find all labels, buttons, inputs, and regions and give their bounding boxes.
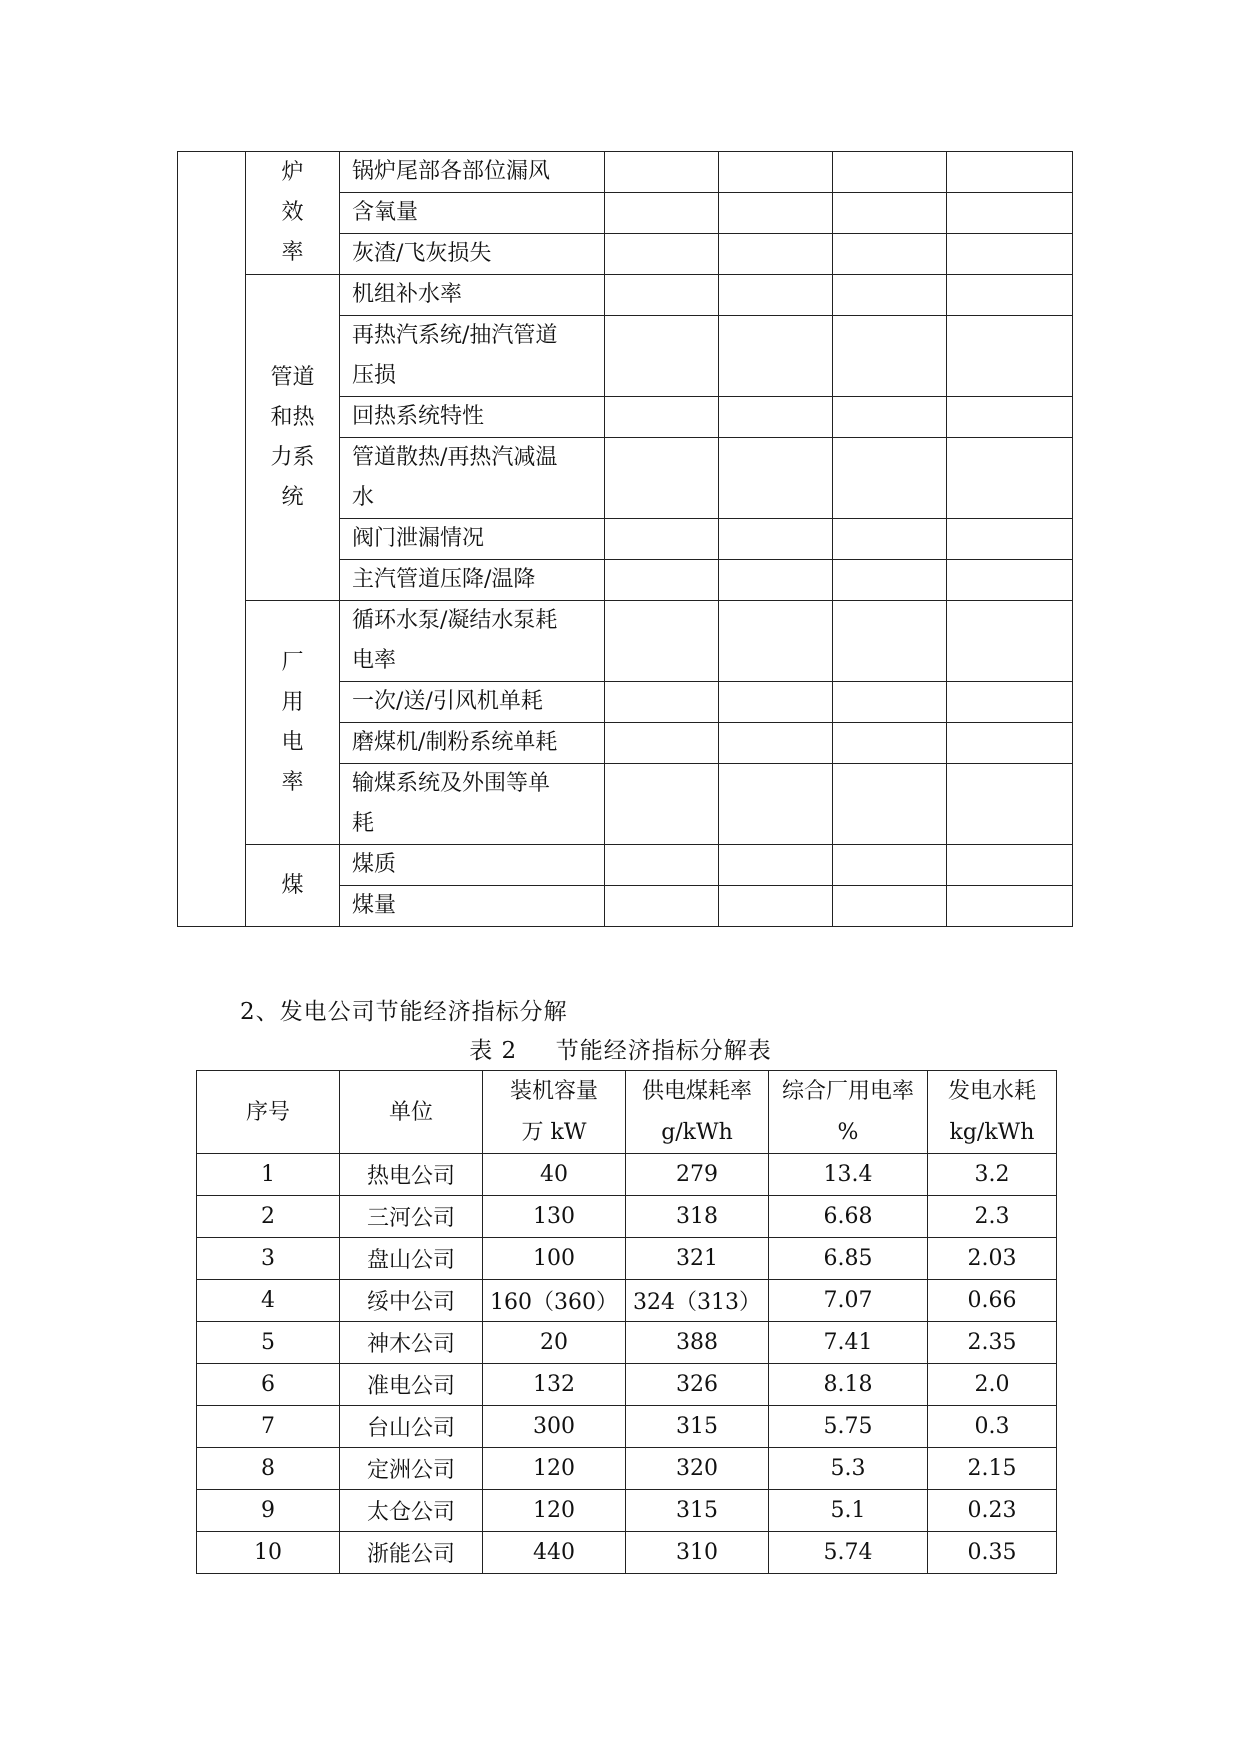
empty-cell <box>947 886 1073 927</box>
empty-cell <box>719 764 833 845</box>
column-header-title: 单位 <box>388 1099 433 1125</box>
empty-cell <box>833 845 947 886</box>
indicator-item-text: 煤质 <box>352 852 397 877</box>
empty-cell <box>719 845 833 886</box>
empty-cell <box>833 682 947 723</box>
table-cell: 浙能公司 <box>340 1532 483 1574</box>
category-label-line: 煤 <box>281 872 304 898</box>
column-header <box>197 1071 340 1154</box>
table-cell: 绥中公司 <box>340 1280 483 1322</box>
empty-cell <box>719 397 833 438</box>
indicator-item-text: 循环水泵/凝结水泵耗 <box>352 608 558 633</box>
indicator-item-text: 输煤系统及外围等单 <box>352 771 551 796</box>
column-header <box>928 1071 1057 1154</box>
table-cell: 7.41 <box>769 1322 928 1364</box>
empty-cell <box>947 193 1073 234</box>
table-row <box>197 1280 1057 1322</box>
table-cell: 388 <box>626 1322 769 1364</box>
table-cell: 2.0 <box>928 1364 1057 1406</box>
empty-cell <box>605 438 719 519</box>
table-cell: 315 <box>626 1406 769 1448</box>
category-label-line: 力系 <box>270 444 315 470</box>
table-caption-number: 表 2 <box>469 1038 518 1064</box>
empty-cell <box>947 397 1073 438</box>
table-cell: 2.03 <box>928 1238 1057 1280</box>
indicator-item-text: 耗 <box>352 811 375 836</box>
empty-cell <box>719 682 833 723</box>
empty-cell <box>833 519 947 560</box>
empty-cell <box>947 560 1073 601</box>
indicator-item-text: 回热系统特性 <box>352 404 485 429</box>
table-cell: 13.4 <box>769 1154 928 1196</box>
table-cell: 台山公司 <box>340 1406 483 1448</box>
table-row <box>197 1154 1057 1196</box>
empty-cell <box>833 397 947 438</box>
table-row <box>178 152 1073 193</box>
column-header-unit: % <box>837 1120 859 1145</box>
indicator-item-text: 灰渣/飞灰损失 <box>352 241 492 266</box>
energy-index-table <box>196 1070 1057 1574</box>
empty-cell <box>719 519 833 560</box>
empty-cell <box>605 275 719 316</box>
indicator-item-cell <box>340 519 605 560</box>
category-label-line: 率 <box>281 240 304 265</box>
indicator-item-cell <box>340 152 605 193</box>
empty-cell <box>719 316 833 397</box>
table-row <box>197 1322 1057 1364</box>
table-cell: 定洲公司 <box>340 1448 483 1490</box>
column-header <box>626 1071 769 1154</box>
empty-cell <box>947 601 1073 682</box>
empty-cell <box>947 519 1073 560</box>
indicator-item-cell <box>340 316 605 397</box>
empty-cell <box>947 275 1073 316</box>
empty-cell <box>719 560 833 601</box>
table-cell: 9 <box>197 1490 340 1532</box>
indicator-item-cell <box>340 845 605 886</box>
category-label-line: 用 <box>281 689 304 715</box>
indicator-item-text: 再热汽系统/抽汽管道 <box>352 323 558 348</box>
column-header-title: 综合厂用电率 <box>781 1079 914 1104</box>
empty-cell <box>833 275 947 316</box>
empty-cell <box>605 234 719 275</box>
empty-cell <box>719 723 833 764</box>
empty-cell <box>605 845 719 886</box>
empty-cell <box>605 519 719 560</box>
empty-cell <box>833 886 947 927</box>
table-cell: 132 <box>483 1364 626 1406</box>
table-row <box>197 1490 1057 1532</box>
indicator-item-text: 机组补水率 <box>352 282 463 307</box>
table-cell: 4 <box>197 1280 340 1322</box>
empty-cell <box>605 560 719 601</box>
table-cell: 热电公司 <box>340 1154 483 1196</box>
table-cell: 0.23 <box>928 1490 1057 1532</box>
table-cell: 盘山公司 <box>340 1238 483 1280</box>
table-cell: 315 <box>626 1490 769 1532</box>
category-label-line: 炉 <box>281 160 304 185</box>
table-cell: 160（360） <box>483 1280 626 1322</box>
category-label-line: 管道 <box>270 364 315 390</box>
empty-cell <box>947 152 1073 193</box>
empty-cell <box>947 438 1073 519</box>
indicator-item-cell <box>340 601 605 682</box>
table-cell: 0.35 <box>928 1532 1057 1574</box>
table-cell: 10 <box>197 1532 340 1574</box>
table-caption-title: 节能经济指标分解表 <box>555 1038 772 1064</box>
empty-cell <box>605 152 719 193</box>
empty-cell <box>719 193 833 234</box>
indicator-item-text: 压损 <box>352 363 397 388</box>
table-cell: 准电公司 <box>340 1364 483 1406</box>
table-row <box>197 1448 1057 1490</box>
column-header-title: 装机容量 <box>509 1079 598 1104</box>
empty-cell <box>605 397 719 438</box>
empty-cell <box>605 316 719 397</box>
empty-cell <box>605 723 719 764</box>
indicator-item-text: 一次/送/引风机单耗 <box>352 689 543 714</box>
empty-cell <box>719 438 833 519</box>
empty-cell <box>605 886 719 927</box>
table-row <box>197 1364 1057 1406</box>
table-cell: 324（313） <box>626 1280 769 1322</box>
empty-cell <box>833 723 947 764</box>
table-cell: 318 <box>626 1196 769 1238</box>
indicator-item-cell <box>340 886 605 927</box>
category-cell <box>246 845 340 927</box>
indicator-table <box>177 151 1073 927</box>
header-row <box>197 1071 1057 1154</box>
empty-cell <box>947 234 1073 275</box>
indicator-item-cell <box>340 438 605 519</box>
empty-cell <box>719 886 833 927</box>
table-cell: 5.1 <box>769 1490 928 1532</box>
table-cell: 130 <box>483 1196 626 1238</box>
blank-section-cell <box>178 152 246 927</box>
table-cell: 2 <box>197 1196 340 1238</box>
column-header <box>483 1071 626 1154</box>
indicator-item-cell <box>340 234 605 275</box>
table-row <box>197 1238 1057 1280</box>
table-cell: 120 <box>483 1448 626 1490</box>
indicator-item-cell <box>340 560 605 601</box>
indicator-item-cell <box>340 397 605 438</box>
empty-cell <box>833 764 947 845</box>
table-cell: 5 <box>197 1322 340 1364</box>
category-cell <box>246 152 340 275</box>
empty-cell <box>947 764 1073 845</box>
table-cell: 7 <box>197 1406 340 1448</box>
category-label-line: 效 <box>281 200 304 225</box>
table-cell: 100 <box>483 1238 626 1280</box>
category-cell <box>246 275 340 601</box>
table-cell: 6 <box>197 1364 340 1406</box>
table-row <box>178 845 1073 886</box>
empty-cell <box>833 152 947 193</box>
empty-cell <box>719 601 833 682</box>
empty-cell <box>833 601 947 682</box>
table-row <box>197 1406 1057 1448</box>
empty-cell <box>833 560 947 601</box>
empty-cell <box>947 682 1073 723</box>
table-cell: 320 <box>626 1448 769 1490</box>
indicator-item-text: 管道散热/再热汽减温 <box>352 445 558 470</box>
table-row <box>197 1532 1057 1574</box>
indicator-item-text: 含氧量 <box>352 200 419 225</box>
empty-cell <box>719 234 833 275</box>
table-cell: 2.15 <box>928 1448 1057 1490</box>
table-caption <box>0 1032 1241 1065</box>
table-row <box>178 275 1073 316</box>
empty-cell <box>833 438 947 519</box>
table-cell: 321 <box>626 1238 769 1280</box>
column-header-unit: 万 kW <box>521 1120 587 1145</box>
table-cell: 310 <box>626 1532 769 1574</box>
category-label-line: 统 <box>281 484 304 510</box>
indicator-item-cell <box>340 275 605 316</box>
table-cell: 8.18 <box>769 1364 928 1406</box>
empty-cell <box>947 845 1073 886</box>
column-header-title: 序号 <box>245 1099 290 1125</box>
column-header-title: 供电煤耗率 <box>641 1079 752 1104</box>
indicator-item-text: 锅炉尾部各部位漏风 <box>352 159 551 184</box>
table-cell: 440 <box>483 1532 626 1574</box>
category-label-line: 电 <box>281 729 304 755</box>
category-cell <box>246 601 340 845</box>
indicator-item-cell <box>340 764 605 845</box>
table-cell: 3 <box>197 1238 340 1280</box>
indicator-item-text: 磨煤机/制粉系统单耗 <box>352 730 558 755</box>
indicator-item-cell <box>340 723 605 764</box>
indicator-item-text: 水 <box>352 485 375 510</box>
table-cell: 279 <box>626 1154 769 1196</box>
indicator-item-cell <box>340 193 605 234</box>
section-heading: 2、发电公司节能经济指标分解 <box>240 999 568 1025</box>
table-cell: 5.75 <box>769 1406 928 1448</box>
empty-cell <box>833 316 947 397</box>
column-header <box>340 1071 483 1154</box>
table-cell: 1 <box>197 1154 340 1196</box>
empty-cell <box>605 601 719 682</box>
category-label-line: 和热 <box>270 404 315 430</box>
table-cell: 3.2 <box>928 1154 1057 1196</box>
table-cell: 326 <box>626 1364 769 1406</box>
table-cell: 7.07 <box>769 1280 928 1322</box>
column-header-title: 发电水耗 <box>947 1079 1036 1104</box>
empty-cell <box>605 193 719 234</box>
table-cell: 2.3 <box>928 1196 1057 1238</box>
column-header-unit: g/kWh <box>661 1120 733 1145</box>
empty-cell <box>947 723 1073 764</box>
table-cell: 40 <box>483 1154 626 1196</box>
empty-cell <box>833 234 947 275</box>
column-header-unit: kg/kWh <box>949 1120 1035 1145</box>
empty-cell <box>719 152 833 193</box>
table-cell: 6.68 <box>769 1196 928 1238</box>
category-label-line: 率 <box>281 769 304 795</box>
table-row <box>197 1196 1057 1238</box>
table-cell: 120 <box>483 1490 626 1532</box>
empty-cell <box>947 316 1073 397</box>
table-cell: 8 <box>197 1448 340 1490</box>
table-cell: 三河公司 <box>340 1196 483 1238</box>
table-cell: 太仓公司 <box>340 1490 483 1532</box>
table-cell: 0.66 <box>928 1280 1057 1322</box>
table-cell: 5.3 <box>769 1448 928 1490</box>
table-cell: 5.74 <box>769 1532 928 1574</box>
column-header <box>769 1071 928 1154</box>
table-cell: 20 <box>483 1322 626 1364</box>
category-label-line: 厂 <box>281 649 304 675</box>
empty-cell <box>605 682 719 723</box>
empty-cell <box>833 193 947 234</box>
table-cell: 300 <box>483 1406 626 1448</box>
table-cell: 2.35 <box>928 1322 1057 1364</box>
empty-cell <box>605 764 719 845</box>
empty-cell <box>719 275 833 316</box>
table-cell: 0.3 <box>928 1406 1057 1448</box>
indicator-item-cell <box>340 682 605 723</box>
indicator-item-text: 阀门泄漏情况 <box>352 526 485 551</box>
table-cell: 6.85 <box>769 1238 928 1280</box>
table-cell: 神木公司 <box>340 1322 483 1364</box>
indicator-item-text: 电率 <box>352 648 397 673</box>
indicator-item-text: 主汽管道压降/温降 <box>352 567 536 592</box>
indicator-item-text: 煤量 <box>352 893 397 918</box>
